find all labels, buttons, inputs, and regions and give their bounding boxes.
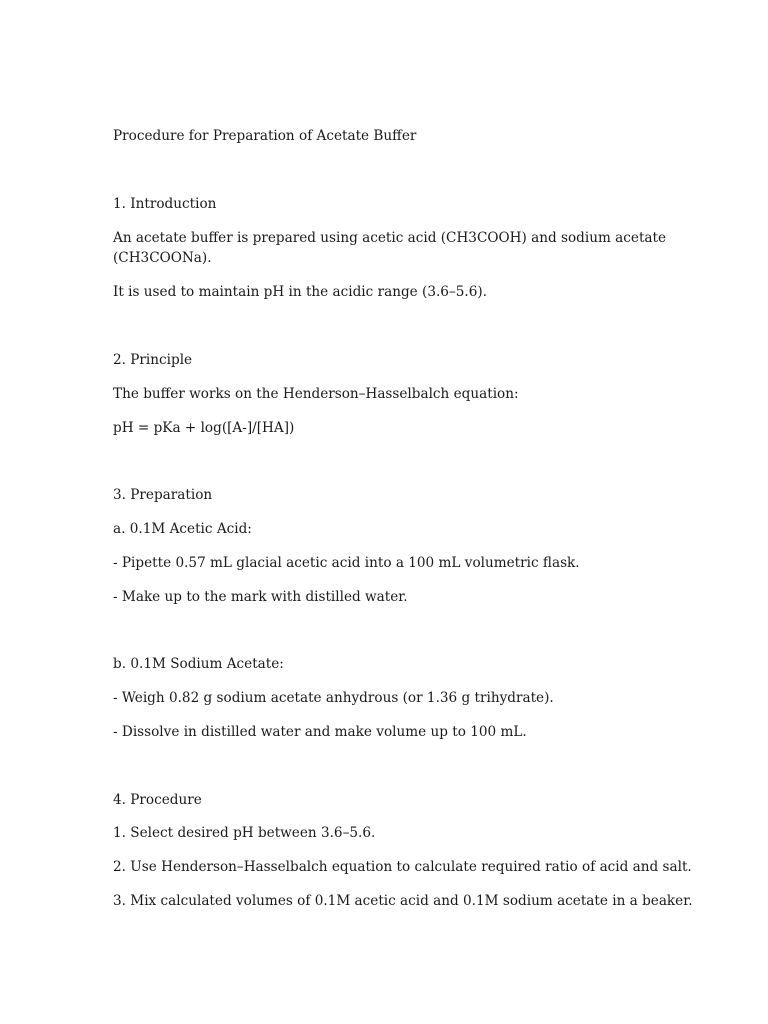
preparation-step: - Weigh 0.82 g sodium acetate anhydrous (or 1.36 g trihydrate).	[113, 690, 554, 706]
subheading-sodium-acetate: b. 0.1M Sodium Acetate:	[113, 656, 284, 672]
section-heading-principle: 2. Principle	[113, 352, 193, 368]
section-heading-introduction: 1. Introduction	[113, 196, 217, 212]
introduction-paragraph: It is used to maintain pH in the acidic range (3.6–5.6).	[113, 284, 487, 300]
introduction-paragraph-line: (CH3COONa).	[113, 250, 212, 266]
preparation-step: - Dissolve in distilled water and make volume up to 100 mL.	[113, 724, 527, 740]
introduction-paragraph-line: An acetate buffer is prepared using acetic acid (CH3COOH) and sodium acetate	[113, 230, 667, 246]
procedure-step: 3. Mix calculated volumes of 0.1M acetic acid and 0.1M sodium acetate in a beaker.	[113, 893, 693, 909]
section-heading-procedure: 4. Procedure	[113, 792, 202, 808]
preparation-step: - Make up to the mark with distilled water.	[113, 589, 408, 605]
document-title: Procedure for Preparation of Acetate Buffer	[113, 128, 417, 144]
procedure-step: 1. Select desired pH between 3.6–5.6.	[113, 825, 376, 841]
subheading-acetic-acid: a. 0.1M Acetic Acid:	[113, 521, 252, 537]
principle-text: The buffer works on the Henderson–Hasselbalch equation:	[113, 386, 519, 402]
section-heading-preparation: 3. Preparation	[113, 487, 213, 503]
principle-equation: pH = pKa + log([A-]/[HA])	[113, 420, 295, 436]
procedure-step: 2. Use Henderson–Hasselbalch equation to calculate required ratio of acid and salt.	[113, 859, 692, 875]
preparation-step: - Pipette 0.57 mL glacial acetic acid into a 100 mL volumetric flask.	[113, 555, 580, 571]
